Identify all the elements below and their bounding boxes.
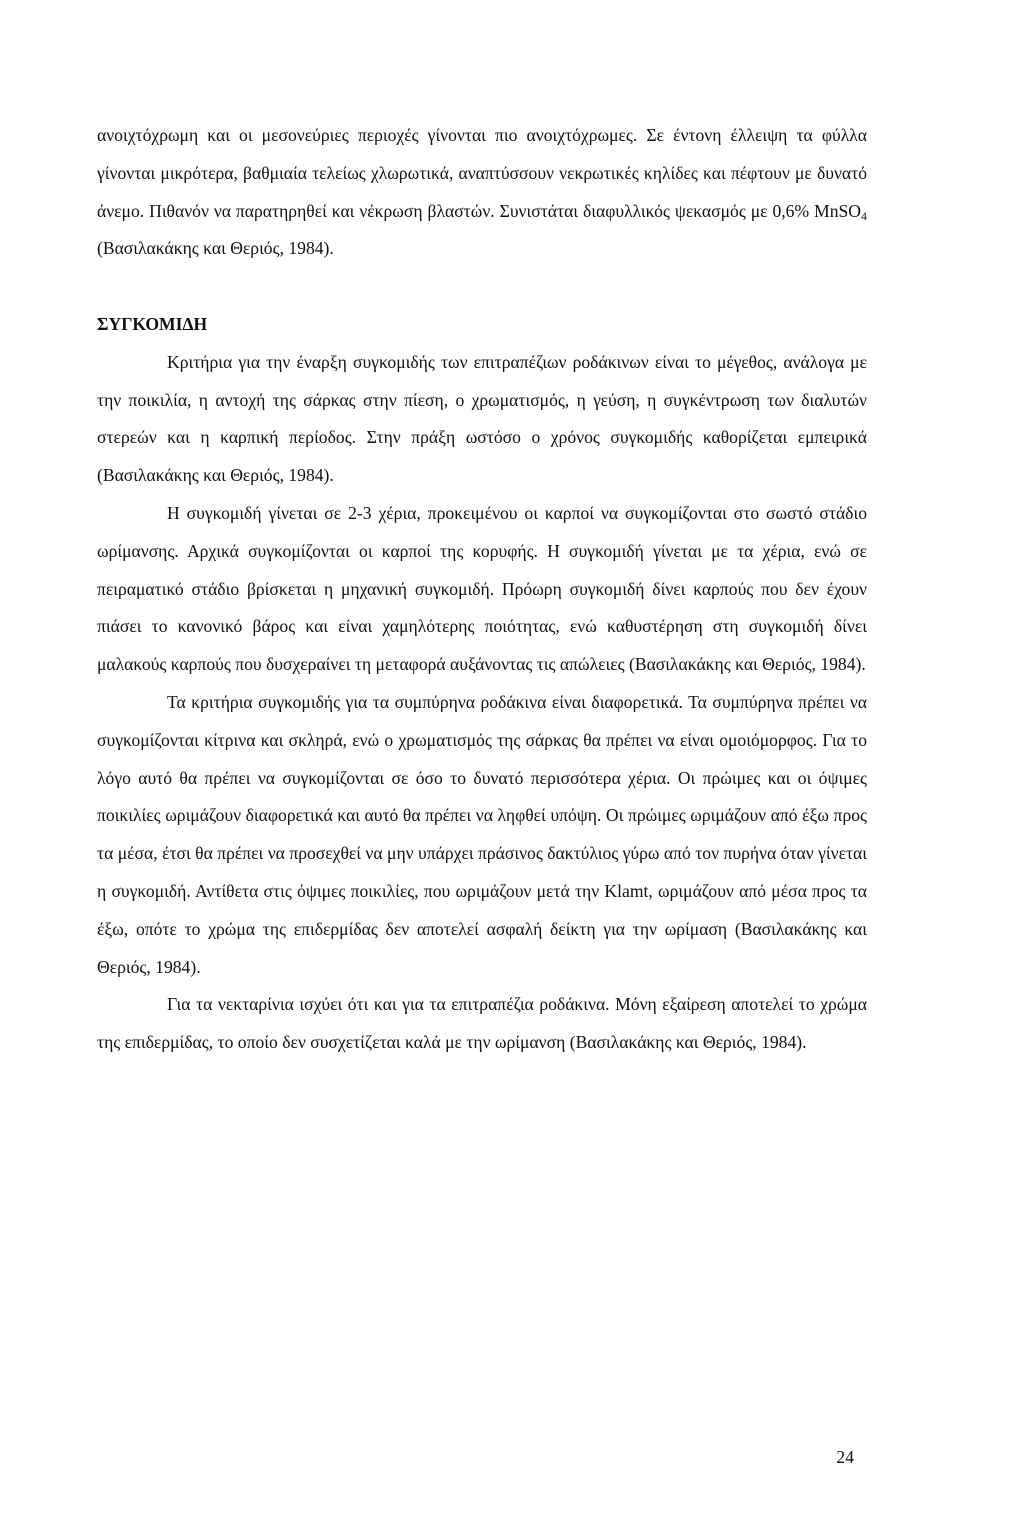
paragraph-harvest-method: Η συγκομιδή γίνεται σε 2-3 χέρια, προκειμένου οι καρποί να συγκομίζονται στο σωστό στάδιο ωρίμανσης. Αρχικά συγκομίζονται οι καρποί της κορυφής. Η συγκομιδή γίνεται με τα χέρια, ενώ σε πειραματικό στάδιο βρίσκεται η μηχανική συγκομιδή. Πρόωρη συγκομιδή δίνει καρπούς που δεν έχουν πιάσει το κανονικό βάρος και είναι χαμηλότερης ποιότητας, ενώ καθυστέρηση στη συγκομιδή δίνει μαλακούς καρπούς που δυσχεραίνει τη μεταφορά αυξάνοντας τις απώλειες (Βασιλακάκης και Θεριός, 1984).	[97, 502, 867, 675]
page-number: 24	[836, 1447, 854, 1467]
intro-text-before-subscript: ανοιχτόχρωμη και οι μεσονεύριες περιοχές γίνονται πιο ανοιχτόχρωμες. Σε έντονη έλλειψη τα φύλλα γίνονται μικρότερα, βαθμιαία τελείως χλωρωτικά, αναπτύσσουν νεκρωτικές κηλίδες και πέφτουν με δυνατό άνεμο. Πιθανόν να παρατηρηθεί και νέκρωση βλαστών. Συνιστάται διαφυλλικός ψεκασμός με 0,6% MnSO	[97, 125, 867, 221]
paragraph-nectarines: Για τα νεκταρίνια ισχύει ότι και για τα επιτραπέζια ροδάκινα. Μόνη εξαίρεση αποτελεί το χρώμα της επιδερμίδας, το οποίο δεν συσχετίζεται καλά με την ωρίμανση (Βασιλακάκης και Θεριός, 1984).	[97, 994, 867, 1053]
paragraph-clingstone: Τα κριτήρια συγκομιδής για τα συμπύρηνα ροδάκινα είναι διαφορετικά. Τα συμπύρηνα πρέπει να συγκομίζονται κίτρινα και σκληρά, ενώ ο χρωματισμός της σάρκας θα πρέπει να είναι ομοιόμορφος. Για το λόγο αυτό θα πρέπει να συγκομίζονται σε όσο το δυνατό περισσότερα χέρια. Οι πρώιμες και οι όψιμες ποικιλίες ωριμάζουν διαφορετικά και αυτό θα πρέπει να ληφθεί υπόψη. Οι πρώιμες ωριμάζουν από έξω προς τα μέσα, έτσι θα πρέπει να προσεχθεί να μην υπάρχει πράσινος δακτύλιος γύρω από τον πυρήνα όταν γίνεται η συγκομιδή. Αντίθετα στις όψιμες ποικιλίες, που ωριμάζουν μετά την Klamt, ωριμάζουν από μέσα προς τα έξω, οπότε το χρώμα της επιδερμίδας δεν αποτελεί ασφαλή δείκτη για την ωρίμαση (Βασιλακάκης και Θεριός, 1984).	[97, 691, 867, 977]
intro-paragraph	[97, 117, 867, 268]
document-body	[97, 117, 867, 1062]
intro-subscript: 4	[861, 208, 867, 223]
paragraph-criteria: Κριτήρια για την έναρξη συγκομιδής των επιτραπέζιων ροδάκινων είναι το μέγεθος, ανάλογα με την ποικιλία, η αντοχή της σάρκας στην πίεση, ο χρωματισμός, η γεύση, η συγκέντρωση των διαλυτών στερεών και η καρπική περίοδος. Στην πράξη ωστόσο ο χρόνος συγκομιδής καθορίζεται εμπειρικά (Βασιλακάκης και Θεριός, 1984).	[97, 351, 867, 486]
section-heading: ΣΥΓΚΟΜΙΔΗ	[97, 313, 208, 334]
intro-text-after-subscript: (Βασιλακάκης και Θεριός, 1984).	[97, 238, 334, 259]
